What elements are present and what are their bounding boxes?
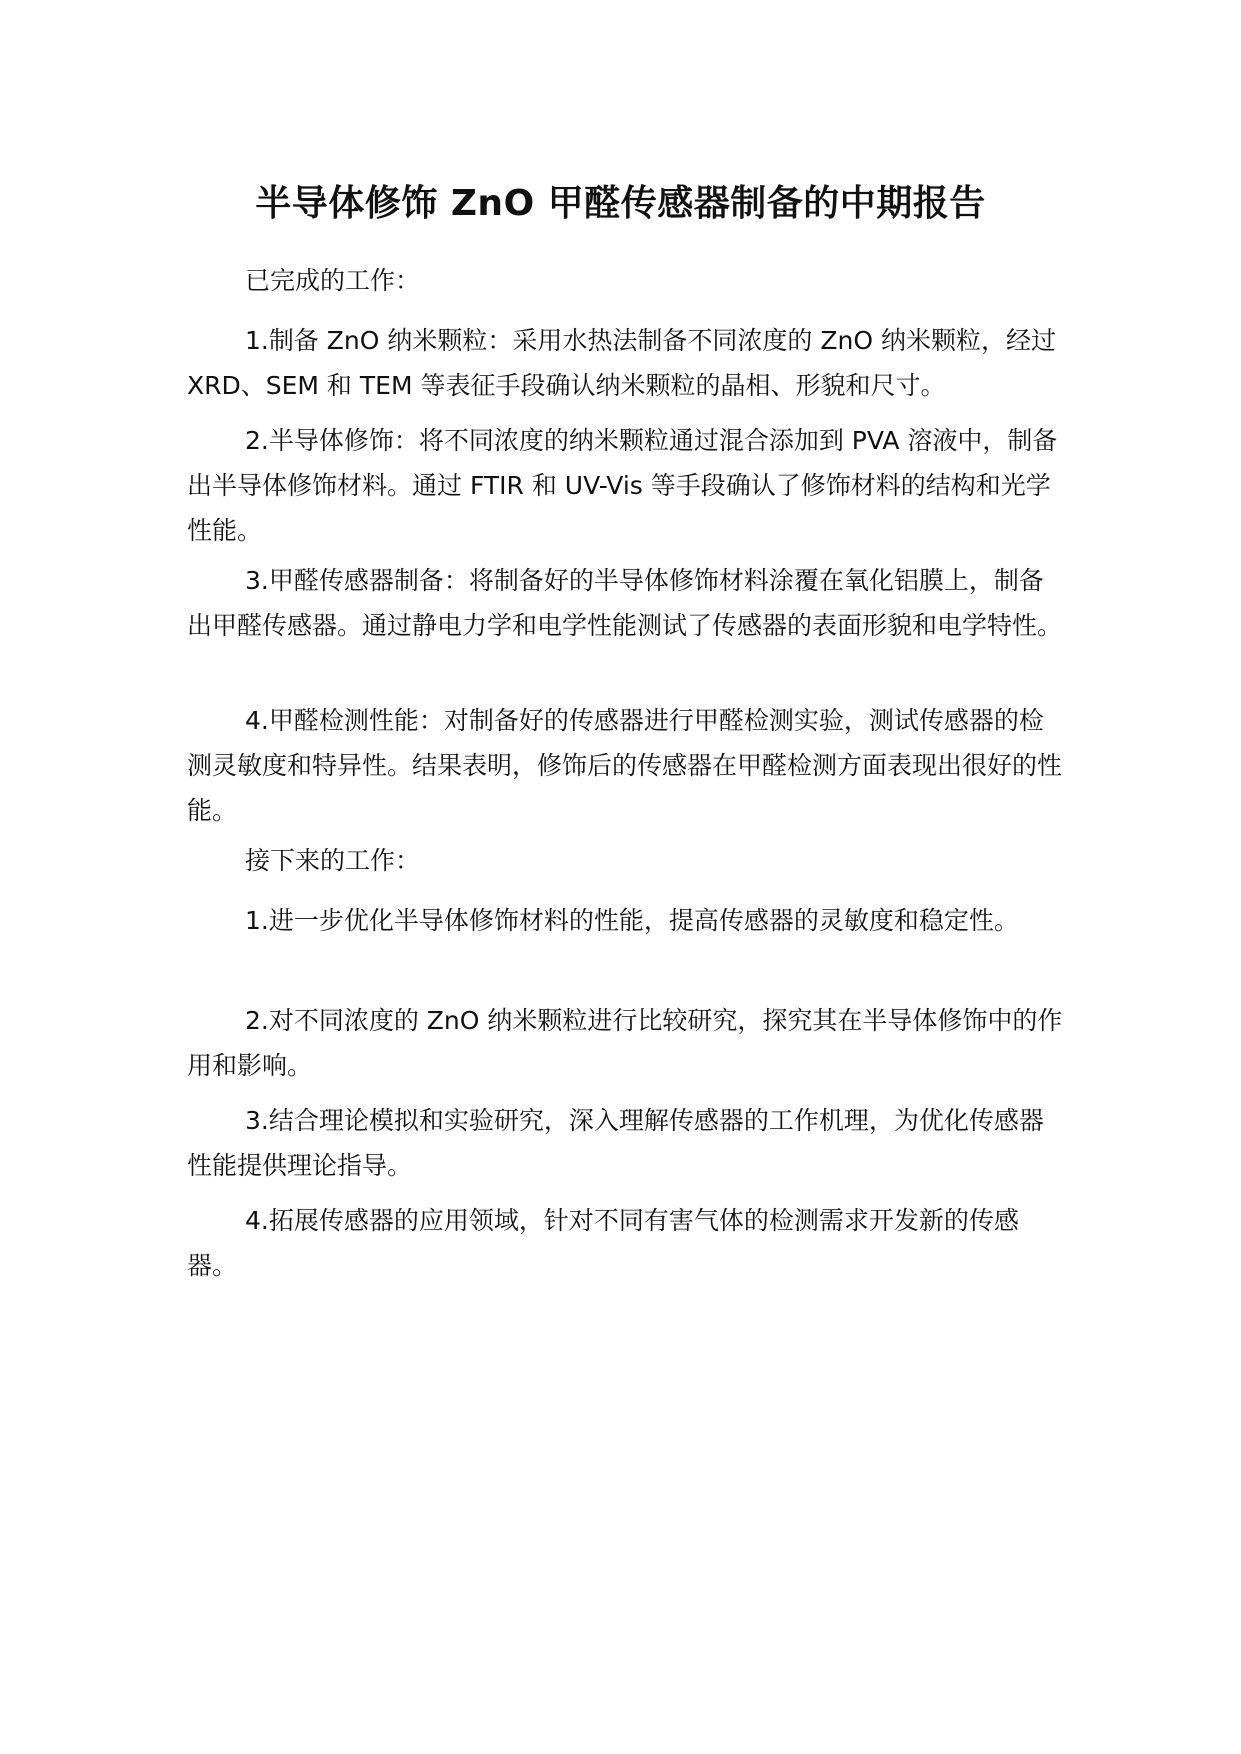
section-heading-next: 接下来的工作： bbox=[245, 846, 421, 875]
next-item-2: 2.对不同浓度的 ZnO 纳米颗粒进行比较研究，探究其在半导体修饰中的作用和影响。 bbox=[187, 1006, 1063, 1080]
completed-item-2: 2.半导体修饰：将不同浓度的纳米颗粒通过混合添加到 PVA 溶液中，制备出半导体修饰材料。通过 FTIR 和 UV-Vis 等手段确认了修饰材料的结构和光学性能。 bbox=[187, 426, 1058, 545]
completed-item-4: 4.甲醛检测性能：对制备好的传感器进行甲醛检测实验，测试传感器的检测灵敏度和特异性。结果表明，修饰后的传感器在甲醛检测方面表现出很好的性能。 bbox=[187, 706, 1063, 825]
page-title: 半导体修饰 ZnO 甲醛传感器制备的中期报告 bbox=[255, 183, 986, 224]
completed-item-1: 1.制备 ZnO 纳米颗粒：采用水热法制备不同浓度的 ZnO 纳米颗粒，经过 XRD、SEM 和 TEM 等表征手段确认纳米颗粒的晶相、形貌和尺寸。 bbox=[187, 326, 1056, 400]
next-item-1: 1.进一步优化半导体修饰材料的性能，提高传感器的灵敏度和稳定性。 bbox=[245, 906, 1019, 935]
next-item-3: 3.结合理论模拟和实验研究，深入理解传感器的工作机理，为优化传感器性能提供理论指导。 bbox=[187, 1106, 1044, 1180]
next-item-4: 4.拓展传感器的应用领域，针对不同有害气体的检测需求开发新的传感器。 bbox=[187, 1206, 1019, 1280]
section-heading-completed: 已完成的工作： bbox=[245, 266, 421, 295]
completed-item-3: 3.甲醛传感器制备：将制备好的半导体修饰材料涂覆在氧化铝膜上，制备出甲醛传感器。通过静电力学和电学性能测试了传感器的表面形貌和电学特性。 bbox=[187, 566, 1063, 640]
